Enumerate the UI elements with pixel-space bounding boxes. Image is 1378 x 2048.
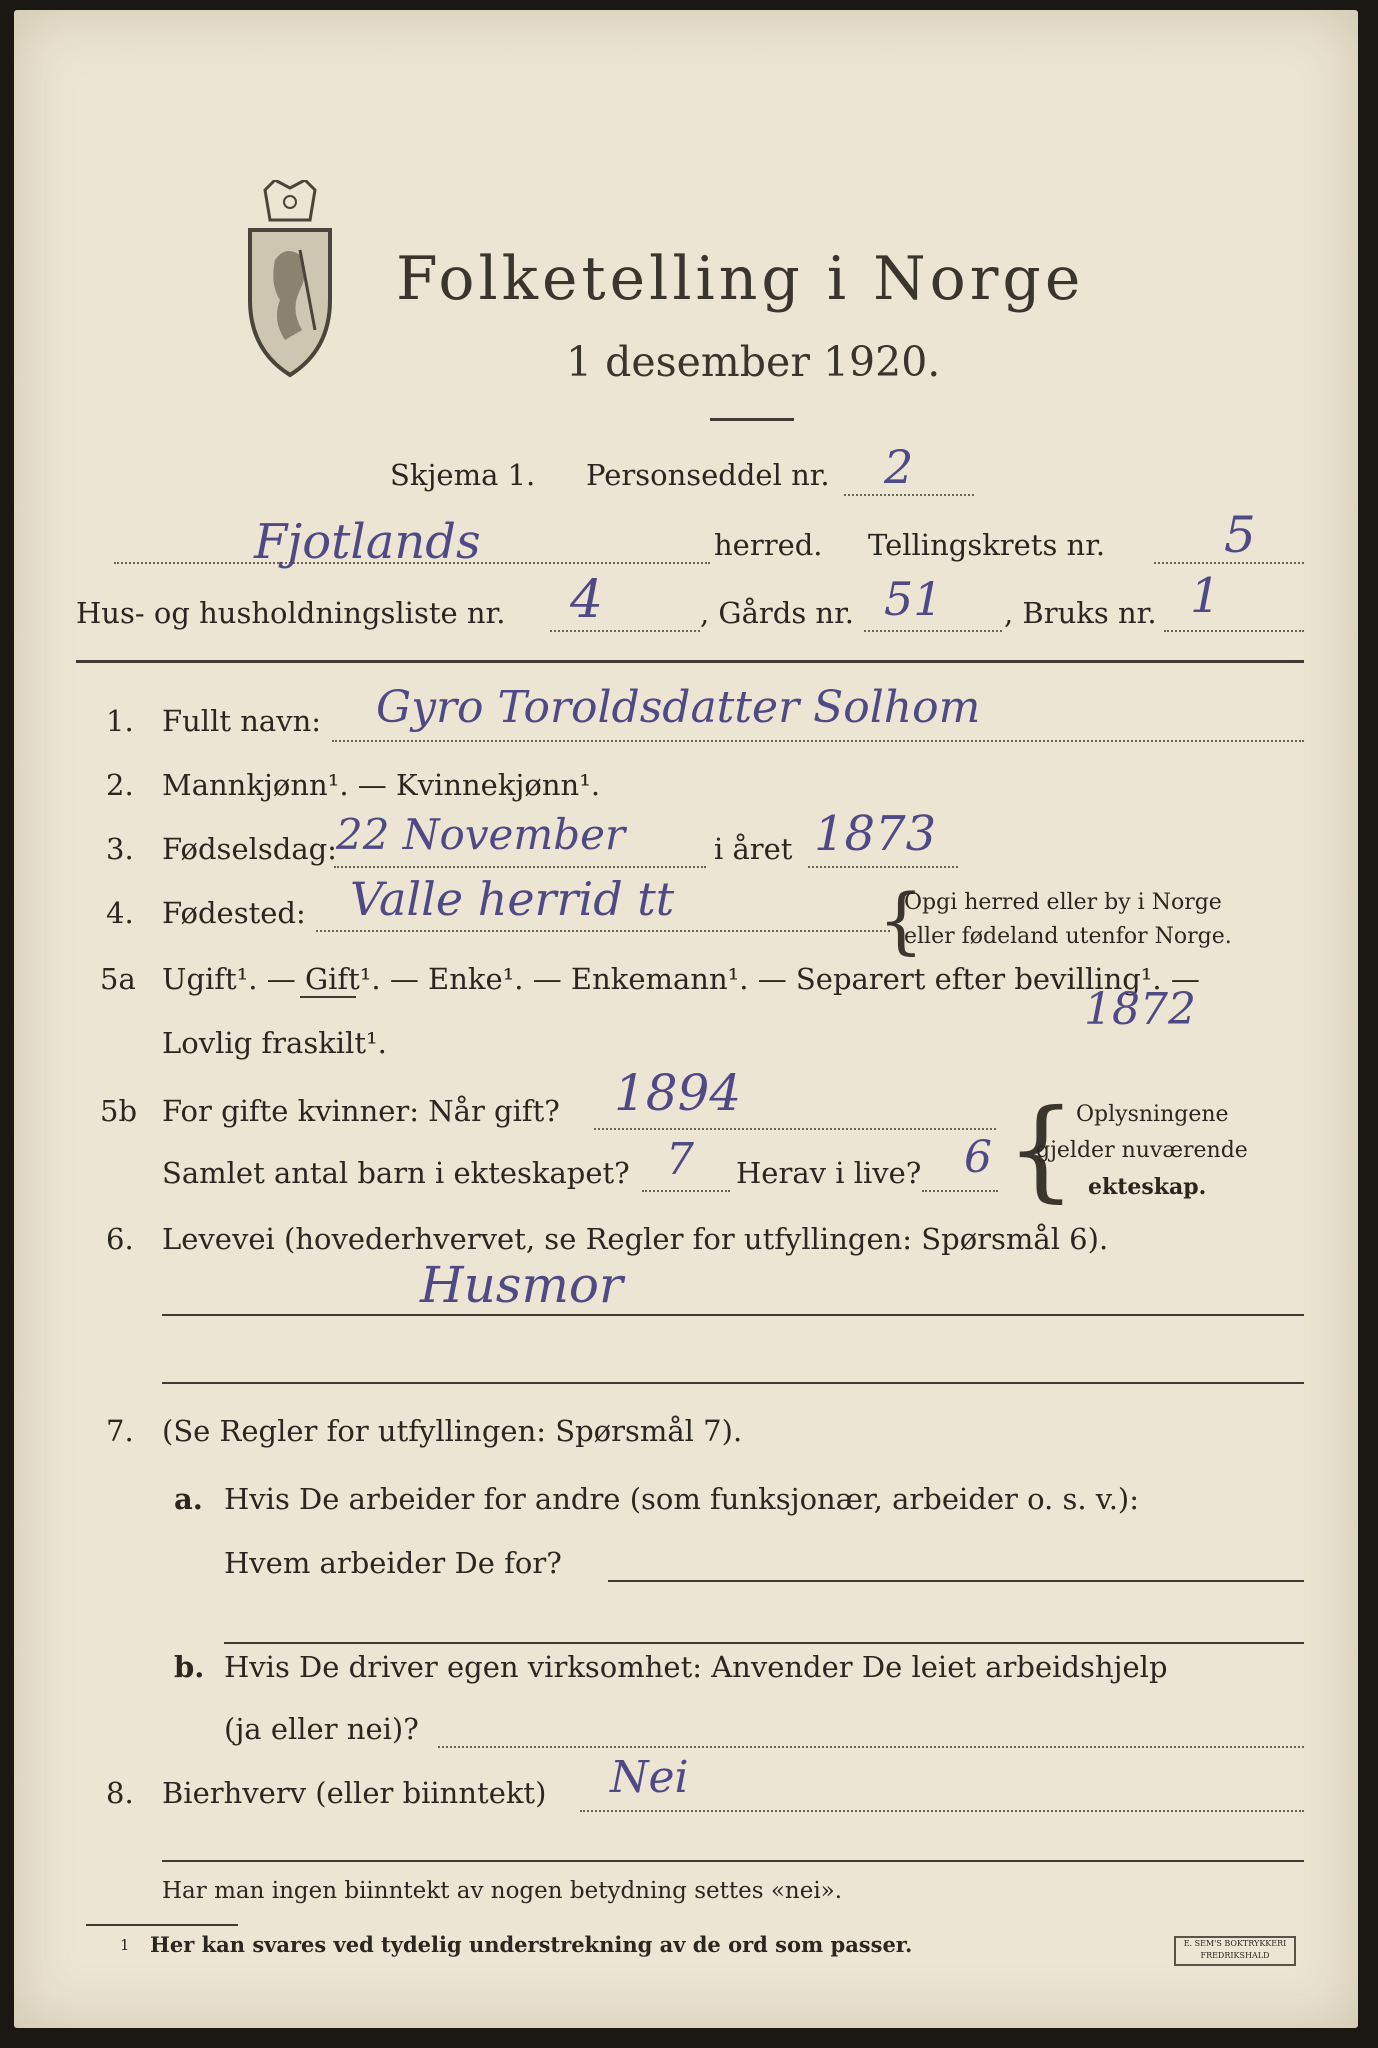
footnote-divider (86, 1924, 238, 1926)
q8-dotted-line (580, 1810, 1304, 1812)
q4-number: 4. (106, 896, 134, 930)
tellingskrets-label: Tellingskrets nr. (868, 528, 1106, 562)
gift-underline (300, 996, 356, 998)
personseddel-label: Personseddel nr. (586, 458, 830, 492)
q7b-label-2: (ja eller nei)? (224, 1712, 419, 1746)
header-divider (76, 660, 1304, 663)
title-divider (710, 418, 794, 421)
coat-of-arms-icon (230, 180, 350, 380)
q7a-answer-line-1 (608, 1580, 1304, 1582)
q7a-letter: a. (174, 1482, 203, 1516)
q7a-label-2: Hvem arbeider De for? (224, 1546, 562, 1580)
q5b-alive-value[interactable]: 6 (964, 1132, 992, 1183)
gards-value[interactable]: 51 (884, 572, 943, 626)
q5b-alive-dotted-line (922, 1190, 998, 1192)
q7a-answer-line-2 (224, 1642, 1304, 1644)
q4-note-brace: { (878, 878, 924, 962)
q5b-dotted-line (594, 1128, 996, 1130)
q7b-label: Hvis De driver egen virksomhet: Anvender De leiet arbeidshjelp (224, 1650, 1168, 1684)
husliste-label: Hus- og husholdningsliste nr. (76, 596, 506, 630)
q5a-label: Ugift¹. — Gift¹. — Enke¹. — Enkemann¹. — Separert efter bevilling¹. — (162, 962, 1200, 996)
q1-label: Fullt navn: (162, 704, 322, 738)
q5b-note-line-3: ekteskap. (1088, 1174, 1207, 1200)
q7a-label: Hvis De arbeider for andre (som funksjonær, arbeider o. s. v.): (224, 1482, 1140, 1516)
q3-year-dotted-line (808, 866, 958, 868)
q5b-alive-label: Herav i live? (736, 1156, 922, 1190)
q3-year-label: i året (714, 832, 793, 866)
q6-answer-line-1 (162, 1314, 1304, 1316)
form-title: Folketelling i Norge (396, 244, 1085, 314)
footnote-text: Her kan svares ved tydelig understrekning av de ord som passer. (150, 1932, 913, 1957)
q3-label: Fødselsdag: (162, 832, 337, 866)
q1-number: 1. (106, 704, 134, 738)
q2-label: Mannkjønn¹. — Kvinnekjønn¹. (162, 768, 601, 802)
q5a-label-2: Lovlig fraskilt¹. (162, 1026, 387, 1060)
q2-number: 2. (106, 768, 134, 802)
q7b-letter: b. (174, 1650, 205, 1684)
printer-stamp-text: E. SEM'S BOKTRYKKERI FREDRIKSHALD (1183, 1939, 1287, 1960)
personseddel-dotted-line (844, 494, 974, 496)
q3-year-value[interactable]: 1873 (814, 806, 937, 862)
skjema-label: Skjema 1. (390, 458, 536, 492)
q5a-note[interactable]: 1872 (1084, 984, 1196, 1035)
census-form (14, 10, 1358, 2028)
footnote-marker: 1 (120, 1936, 130, 1954)
census-date: 1 desember 1920. (566, 338, 941, 386)
q5b-number: 5b (100, 1094, 138, 1128)
q5a-number: 5a (100, 962, 136, 996)
herred-value[interactable]: Fjotlands (254, 514, 481, 570)
q6-value[interactable]: Husmor (420, 1256, 623, 1314)
q7-number: 7. (106, 1414, 134, 1448)
personseddel-value[interactable]: 2 (884, 440, 914, 494)
q6-answer-line-2 (162, 1382, 1304, 1384)
gards-label: , Gårds nr. (700, 596, 854, 630)
husliste-dotted-line (550, 630, 700, 632)
q7b-answer-dotted-line (438, 1746, 1304, 1748)
gards-dotted-line (864, 630, 1002, 632)
q6-label: Levevei (hovederhvervet, se Regler for utfyllingen: Spørsmål 6). (162, 1222, 1109, 1256)
q7-label: (Se Regler for utfyllingen: Spørsmål 7). (162, 1414, 743, 1448)
q1-dotted-line (332, 740, 1304, 742)
q5b-note-line-1: Oplysningene (1076, 1102, 1229, 1127)
q5b-label: For gifte kvinner: Når gift? (162, 1094, 560, 1128)
q3-dotted-line (334, 866, 706, 868)
bruks-label: , Bruks nr. (1004, 596, 1157, 630)
q4-note-line-2: eller fødeland utenfor Norge. (904, 924, 1232, 949)
q8-value[interactable]: Nei (610, 1752, 689, 1803)
herred-label: herred. (714, 528, 823, 562)
q1-value[interactable]: Gyro Toroldsdatter Solhom (376, 682, 981, 733)
q5b-children-dotted-line (642, 1190, 730, 1192)
q8-number: 8. (106, 1776, 134, 1810)
husliste-value[interactable]: 4 (570, 570, 604, 630)
q3-value[interactable]: 22 November (336, 810, 626, 859)
printer-stamp (1174, 1936, 1296, 1966)
q5b-note-line-2: gjelder nuværende (1036, 1138, 1248, 1163)
q5b-value[interactable]: 1894 (614, 1064, 742, 1122)
q4-value[interactable]: Valle herrid tt (350, 872, 675, 926)
q6-number: 6. (106, 1222, 134, 1256)
tellingskrets-value[interactable]: 5 (1224, 506, 1256, 564)
bruks-value[interactable]: 1 (1190, 568, 1221, 624)
footer-note: Har man ingen biinntekt av nogen betydning settes «nei». (162, 1878, 843, 1904)
bruks-dotted-line (1164, 630, 1304, 632)
q8-label: Bierhverv (eller biinntekt) (162, 1776, 547, 1810)
q4-label: Fødested: (162, 896, 306, 930)
q4-dotted-line (316, 930, 890, 932)
q8-answer-line (162, 1860, 1304, 1862)
q5b-children-value[interactable]: 7 (666, 1134, 694, 1185)
q5b-note-brace: { (1006, 1085, 1076, 1213)
q3-number: 3. (106, 832, 134, 866)
q4-note-line-1: Opgi herred eller by i Norge (904, 890, 1222, 915)
q5b-children-label: Samlet antal barn i ekteskapet? (162, 1156, 630, 1190)
